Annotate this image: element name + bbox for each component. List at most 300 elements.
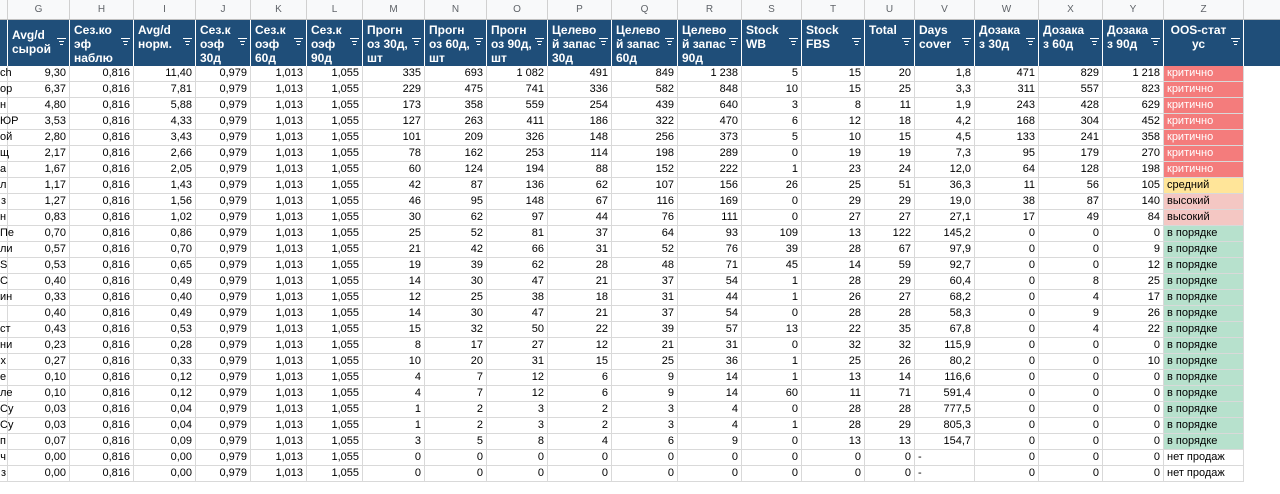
cell-k[interactable]: 1,013 <box>251 466 307 482</box>
cell-p[interactable]: 186 <box>548 114 612 130</box>
cell-x[interactable]: 128 <box>1039 162 1103 178</box>
cell-r[interactable]: 4 <box>678 402 742 418</box>
header-cell-t[interactable] <box>802 20 865 66</box>
cell-g[interactable]: 6,37 <box>8 82 70 98</box>
cell-y[interactable]: 0 <box>1103 418 1164 434</box>
cell-g[interactable]: 0,03 <box>8 418 70 434</box>
cell-u[interactable]: 29 <box>865 194 915 210</box>
cell-q[interactable]: 116 <box>612 194 678 210</box>
cell-g[interactable]: 2,17 <box>8 146 70 162</box>
cell-t[interactable]: 13 <box>802 370 865 386</box>
cell-x[interactable]: 0 <box>1039 226 1103 242</box>
cell-p[interactable]: 6 <box>548 386 612 402</box>
cell-l[interactable]: 1,055 <box>307 306 363 322</box>
cell-r[interactable]: 0 <box>678 450 742 466</box>
cell-j[interactable]: 0,979 <box>196 338 251 354</box>
cell-v[interactable]: 115,9 <box>915 338 975 354</box>
cell-g[interactable]: 1,17 <box>8 178 70 194</box>
header-cell-s[interactable] <box>742 20 802 66</box>
header-cell-x[interactable] <box>1039 20 1103 66</box>
cell-s[interactable]: 0 <box>742 466 802 482</box>
cell-m[interactable]: 25 <box>363 226 425 242</box>
cell-i[interactable]: 11,40 <box>134 66 196 82</box>
cell-j[interactable]: 0,979 <box>196 130 251 146</box>
row-stub-cell[interactable]: е <box>0 370 8 386</box>
cell-w[interactable]: 0 <box>975 258 1039 274</box>
cell-k[interactable]: 1,013 <box>251 66 307 82</box>
cell-r[interactable]: 31 <box>678 338 742 354</box>
cell-m[interactable]: 1 <box>363 418 425 434</box>
cell-v[interactable]: 19,0 <box>915 194 975 210</box>
cell-x[interactable]: 8 <box>1039 274 1103 290</box>
cell-g[interactable]: 0,03 <box>8 402 70 418</box>
cell-p[interactable]: 31 <box>548 242 612 258</box>
filter-icon[interactable] <box>350 38 359 46</box>
cell-w[interactable]: 38 <box>975 194 1039 210</box>
cell-u[interactable]: 27 <box>865 210 915 226</box>
cell-u[interactable]: 71 <box>865 386 915 402</box>
cell-g[interactable]: 2,80 <box>8 130 70 146</box>
cell-k[interactable]: 1,013 <box>251 370 307 386</box>
cell-o[interactable]: 559 <box>487 98 548 114</box>
row-stub-cell[interactable]: н <box>0 98 8 114</box>
cell-h[interactable]: 0,816 <box>70 466 134 482</box>
cell-h[interactable]: 0,816 <box>70 130 134 146</box>
cell-l[interactable]: 1,055 <box>307 210 363 226</box>
cell-k[interactable]: 1,013 <box>251 114 307 130</box>
filter-icon[interactable] <box>412 38 421 46</box>
cell-g[interactable]: 0,10 <box>8 370 70 386</box>
cell-j[interactable]: 0,979 <box>196 306 251 322</box>
cell-t[interactable]: 25 <box>802 178 865 194</box>
oos-status-cell[interactable]: критично <box>1164 98 1244 114</box>
header-cell-p[interactable] <box>548 20 612 66</box>
cell-p[interactable]: 21 <box>548 306 612 322</box>
cell-t[interactable]: 14 <box>802 258 865 274</box>
oos-status-cell[interactable]: критично <box>1164 130 1244 146</box>
row-stub-cell[interactable]: ни <box>0 338 8 354</box>
cell-s[interactable]: 0 <box>742 306 802 322</box>
cell-i[interactable]: 0,09 <box>134 434 196 450</box>
cell-v[interactable]: 1,9 <box>915 98 975 114</box>
cell-t[interactable]: 26 <box>802 290 865 306</box>
cell-j[interactable]: 0,979 <box>196 450 251 466</box>
cell-t[interactable]: 29 <box>802 194 865 210</box>
row-stub-cell[interactable]: н <box>0 210 8 226</box>
cell-s[interactable]: 39 <box>742 242 802 258</box>
cell-x[interactable]: 0 <box>1039 418 1103 434</box>
cell-g[interactable]: 1,27 <box>8 194 70 210</box>
cell-k[interactable]: 1,013 <box>251 210 307 226</box>
cell-g[interactable]: 9,30 <box>8 66 70 82</box>
cell-k[interactable]: 1,013 <box>251 178 307 194</box>
filter-icon[interactable] <box>1026 38 1035 46</box>
cell-h[interactable]: 0,816 <box>70 306 134 322</box>
cell-q[interactable]: 6 <box>612 434 678 450</box>
cell-v[interactable]: 60,4 <box>915 274 975 290</box>
cell-t[interactable]: 28 <box>802 402 865 418</box>
cell-o[interactable]: 62 <box>487 258 548 274</box>
column-letter-o[interactable]: O <box>487 0 548 19</box>
cell-q[interactable]: 3 <box>612 402 678 418</box>
cell-p[interactable]: 148 <box>548 130 612 146</box>
cell-u[interactable]: 25 <box>865 82 915 98</box>
cell-v[interactable]: 591,4 <box>915 386 975 402</box>
cell-n[interactable]: 42 <box>425 242 487 258</box>
cell-t[interactable]: 28 <box>802 306 865 322</box>
cell-v[interactable]: 80,2 <box>915 354 975 370</box>
filter-icon[interactable] <box>294 38 303 46</box>
cell-h[interactable]: 0,816 <box>70 274 134 290</box>
oos-status-cell[interactable]: в порядке <box>1164 290 1244 306</box>
cell-i[interactable]: 0,04 <box>134 402 196 418</box>
cell-j[interactable]: 0,979 <box>196 386 251 402</box>
cell-o[interactable]: 66 <box>487 242 548 258</box>
cell-m[interactable]: 78 <box>363 146 425 162</box>
cell-n[interactable]: 7 <box>425 386 487 402</box>
cell-h[interactable]: 0,816 <box>70 354 134 370</box>
cell-m[interactable]: 46 <box>363 194 425 210</box>
cell-t[interactable]: 11 <box>802 386 865 402</box>
cell-h[interactable]: 0,816 <box>70 66 134 82</box>
row-stub-cell[interactable]: ор <box>0 82 8 98</box>
cell-s[interactable]: 6 <box>742 114 802 130</box>
cell-w[interactable]: 0 <box>975 354 1039 370</box>
cell-m[interactable]: 60 <box>363 162 425 178</box>
oos-status-cell[interactable]: в порядке <box>1164 402 1244 418</box>
cell-r[interactable]: 76 <box>678 242 742 258</box>
cell-s[interactable]: 1 <box>742 370 802 386</box>
header-cell-k[interactable] <box>251 20 307 66</box>
cell-t[interactable]: 8 <box>802 98 865 114</box>
cell-q[interactable]: 107 <box>612 178 678 194</box>
cell-i[interactable]: 0,49 <box>134 306 196 322</box>
cell-q[interactable]: 25 <box>612 354 678 370</box>
oos-status-cell[interactable]: в порядке <box>1164 338 1244 354</box>
cell-k[interactable]: 1,013 <box>251 98 307 114</box>
cell-s[interactable]: 1 <box>742 274 802 290</box>
cell-x[interactable]: 0 <box>1039 466 1103 482</box>
cell-s[interactable]: 0 <box>742 434 802 450</box>
cell-n[interactable]: 87 <box>425 178 487 194</box>
cell-y[interactable]: 22 <box>1103 322 1164 338</box>
cell-y[interactable]: 140 <box>1103 194 1164 210</box>
cell-u[interactable]: 14 <box>865 370 915 386</box>
cell-j[interactable]: 0,979 <box>196 258 251 274</box>
header-cell-h[interactable] <box>70 20 134 66</box>
row-stub-cell[interactable]: ле <box>0 386 8 402</box>
cell-l[interactable]: 1,055 <box>307 418 363 434</box>
cell-g[interactable]: 3,53 <box>8 114 70 130</box>
oos-status-cell[interactable]: в порядке <box>1164 370 1244 386</box>
cell-g[interactable]: 0,07 <box>8 434 70 450</box>
cell-i[interactable]: 7,81 <box>134 82 196 98</box>
cell-v[interactable]: 116,6 <box>915 370 975 386</box>
cell-l[interactable]: 1,055 <box>307 274 363 290</box>
cell-t[interactable]: 27 <box>802 210 865 226</box>
cell-w[interactable]: 0 <box>975 274 1039 290</box>
cell-r[interactable]: 71 <box>678 258 742 274</box>
cell-p[interactable]: 4 <box>548 434 612 450</box>
oos-status-cell[interactable]: в порядке <box>1164 242 1244 258</box>
cell-p[interactable]: 114 <box>548 146 612 162</box>
oos-status-cell[interactable]: средний <box>1164 178 1244 194</box>
cell-u[interactable]: 51 <box>865 178 915 194</box>
cell-x[interactable]: 0 <box>1039 402 1103 418</box>
cell-h[interactable]: 0,816 <box>70 114 134 130</box>
cell-j[interactable]: 0,979 <box>196 322 251 338</box>
filter-icon[interactable] <box>535 38 544 46</box>
cell-i[interactable]: 0,40 <box>134 290 196 306</box>
row-stub-cell[interactable]: ЮР <box>0 114 8 130</box>
cell-y[interactable]: 105 <box>1103 178 1164 194</box>
cell-p[interactable]: 15 <box>548 354 612 370</box>
cell-v[interactable]: 92,7 <box>915 258 975 274</box>
cell-y[interactable]: 84 <box>1103 210 1164 226</box>
header-cell-j[interactable] <box>196 20 251 66</box>
header-cell-r[interactable] <box>678 20 742 66</box>
cell-m[interactable]: 173 <box>363 98 425 114</box>
column-letter-p[interactable]: P <box>548 0 612 19</box>
cell-o[interactable]: 0 <box>487 466 548 482</box>
cell-n[interactable]: 95 <box>425 194 487 210</box>
cell-s[interactable]: 13 <box>742 322 802 338</box>
cell-k[interactable]: 1,013 <box>251 226 307 242</box>
cell-s[interactable]: 26 <box>742 178 802 194</box>
cell-u[interactable]: 28 <box>865 402 915 418</box>
cell-l[interactable]: 1,055 <box>307 322 363 338</box>
cell-g[interactable]: 0,40 <box>8 274 70 290</box>
cell-s[interactable]: 45 <box>742 258 802 274</box>
filter-icon[interactable] <box>665 38 674 46</box>
cell-y[interactable]: 0 <box>1103 434 1164 450</box>
row-stub-cell[interactable]: ст <box>0 322 8 338</box>
row-stub-cell[interactable]: ин <box>0 290 8 306</box>
cell-k[interactable]: 1,013 <box>251 322 307 338</box>
cell-u[interactable]: 13 <box>865 434 915 450</box>
cell-i[interactable]: 1,56 <box>134 194 196 210</box>
cell-l[interactable]: 1,055 <box>307 338 363 354</box>
cell-s[interactable]: 3 <box>742 98 802 114</box>
cell-o[interactable]: 12 <box>487 370 548 386</box>
cell-q[interactable]: 9 <box>612 370 678 386</box>
cell-h[interactable]: 0,816 <box>70 386 134 402</box>
cell-h[interactable]: 0,816 <box>70 98 134 114</box>
cell-i[interactable]: 4,33 <box>134 114 196 130</box>
cell-y[interactable]: 0 <box>1103 402 1164 418</box>
cell-m[interactable]: 14 <box>363 274 425 290</box>
cell-x[interactable]: 0 <box>1039 338 1103 354</box>
cell-w[interactable]: 311 <box>975 82 1039 98</box>
cell-p[interactable]: 2 <box>548 402 612 418</box>
cell-o[interactable]: 741 <box>487 82 548 98</box>
cell-r[interactable]: 4 <box>678 418 742 434</box>
cell-j[interactable]: 0,979 <box>196 274 251 290</box>
cell-l[interactable]: 1,055 <box>307 226 363 242</box>
cell-s[interactable]: 0 <box>742 146 802 162</box>
cell-h[interactable]: 0,816 <box>70 450 134 466</box>
cell-g[interactable]: 0,00 <box>8 450 70 466</box>
cell-o[interactable]: 27 <box>487 338 548 354</box>
cell-k[interactable]: 1,013 <box>251 274 307 290</box>
cell-w[interactable]: 0 <box>975 402 1039 418</box>
cell-w[interactable]: 0 <box>975 226 1039 242</box>
cell-y[interactable]: 17 <box>1103 290 1164 306</box>
cell-l[interactable]: 1,055 <box>307 370 363 386</box>
cell-k[interactable]: 1,013 <box>251 82 307 98</box>
cell-y[interactable]: 0 <box>1103 338 1164 354</box>
cell-j[interactable]: 0,979 <box>196 114 251 130</box>
cell-j[interactable]: 0,979 <box>196 242 251 258</box>
cell-n[interactable]: 30 <box>425 274 487 290</box>
cell-q[interactable]: 256 <box>612 130 678 146</box>
cell-x[interactable]: 557 <box>1039 82 1103 98</box>
cell-m[interactable]: 19 <box>363 258 425 274</box>
cell-m[interactable]: 101 <box>363 130 425 146</box>
filter-icon[interactable] <box>599 38 608 46</box>
cell-m[interactable]: 4 <box>363 386 425 402</box>
column-letter-t[interactable]: T <box>802 0 865 19</box>
cell-h[interactable]: 0,816 <box>70 402 134 418</box>
cell-s[interactable]: 0 <box>742 338 802 354</box>
cell-n[interactable]: 17 <box>425 338 487 354</box>
cell-i[interactable]: 0,28 <box>134 338 196 354</box>
cell-m[interactable]: 8 <box>363 338 425 354</box>
cell-u[interactable]: 0 <box>865 450 915 466</box>
cell-v[interactable]: 12,0 <box>915 162 975 178</box>
cell-l[interactable]: 1,055 <box>307 434 363 450</box>
cell-o[interactable]: 1 082 <box>487 66 548 82</box>
header-cell-i[interactable] <box>134 20 196 66</box>
oos-status-cell[interactable]: в порядке <box>1164 386 1244 402</box>
row-stub-cell[interactable]: ой <box>0 130 8 146</box>
cell-r[interactable]: 9 <box>678 434 742 450</box>
cell-n[interactable]: 39 <box>425 258 487 274</box>
cell-r[interactable]: 44 <box>678 290 742 306</box>
cell-r[interactable]: 848 <box>678 82 742 98</box>
column-letter-y[interactable]: Y <box>1103 0 1164 19</box>
filter-icon[interactable] <box>183 38 192 46</box>
cell-w[interactable]: 11 <box>975 178 1039 194</box>
filter-icon[interactable] <box>121 38 130 46</box>
cell-p[interactable]: 12 <box>548 338 612 354</box>
filter-icon[interactable] <box>1090 38 1099 46</box>
oos-status-cell[interactable]: критично <box>1164 146 1244 162</box>
cell-y[interactable]: 12 <box>1103 258 1164 274</box>
cell-l[interactable]: 1,055 <box>307 354 363 370</box>
cell-q[interactable]: 48 <box>612 258 678 274</box>
cell-o[interactable]: 194 <box>487 162 548 178</box>
cell-l[interactable]: 1,055 <box>307 82 363 98</box>
cell-u[interactable]: 28 <box>865 306 915 322</box>
cell-y[interactable]: 0 <box>1103 450 1164 466</box>
cell-o[interactable]: 50 <box>487 322 548 338</box>
filter-icon[interactable] <box>789 38 798 46</box>
cell-m[interactable]: 12 <box>363 290 425 306</box>
cell-x[interactable]: 0 <box>1039 386 1103 402</box>
cell-l[interactable]: 1,055 <box>307 258 363 274</box>
cell-q[interactable]: 76 <box>612 210 678 226</box>
cell-g[interactable]: 0,43 <box>8 322 70 338</box>
cell-t[interactable]: 15 <box>802 82 865 98</box>
cell-s[interactable]: 1 <box>742 290 802 306</box>
cell-y[interactable]: 823 <box>1103 82 1164 98</box>
cell-q[interactable]: 849 <box>612 66 678 82</box>
cell-m[interactable]: 0 <box>363 450 425 466</box>
cell-p[interactable]: 21 <box>548 274 612 290</box>
cell-w[interactable]: 17 <box>975 210 1039 226</box>
cell-h[interactable]: 0,816 <box>70 162 134 178</box>
column-letter-w[interactable]: W <box>975 0 1039 19</box>
cell-o[interactable]: 253 <box>487 146 548 162</box>
cell-q[interactable]: 52 <box>612 242 678 258</box>
cell-g[interactable]: 0,10 <box>8 386 70 402</box>
column-letter-s[interactable]: S <box>742 0 802 19</box>
cell-u[interactable]: 20 <box>865 66 915 82</box>
cell-u[interactable]: 67 <box>865 242 915 258</box>
cell-u[interactable]: 24 <box>865 162 915 178</box>
cell-l[interactable]: 1,055 <box>307 66 363 82</box>
column-letter-v[interactable]: V <box>915 0 975 19</box>
cell-w[interactable]: 0 <box>975 450 1039 466</box>
cell-n[interactable]: 5 <box>425 434 487 450</box>
row-stub-cell[interactable]: л <box>0 178 8 194</box>
cell-i[interactable]: 1,02 <box>134 210 196 226</box>
cell-w[interactable]: 64 <box>975 162 1039 178</box>
cell-u[interactable]: 0 <box>865 466 915 482</box>
cell-s[interactable]: 1 <box>742 418 802 434</box>
cell-w[interactable]: 0 <box>975 290 1039 306</box>
cell-k[interactable]: 1,013 <box>251 434 307 450</box>
cell-k[interactable]: 1,013 <box>251 450 307 466</box>
cell-p[interactable]: 6 <box>548 370 612 386</box>
cell-n[interactable]: 0 <box>425 466 487 482</box>
cell-y[interactable]: 358 <box>1103 130 1164 146</box>
cell-v[interactable]: - <box>915 450 975 466</box>
cell-m[interactable]: 4 <box>363 370 425 386</box>
cell-w[interactable]: 168 <box>975 114 1039 130</box>
filter-icon[interactable] <box>902 38 911 46</box>
cell-r[interactable]: 57 <box>678 322 742 338</box>
cell-l[interactable]: 1,055 <box>307 178 363 194</box>
cell-n[interactable]: 0 <box>425 450 487 466</box>
cell-o[interactable]: 3 <box>487 402 548 418</box>
cell-h[interactable]: 0,816 <box>70 258 134 274</box>
cell-u[interactable]: 11 <box>865 98 915 114</box>
cell-h[interactable]: 0,816 <box>70 226 134 242</box>
cell-l[interactable]: 1,055 <box>307 162 363 178</box>
cell-j[interactable]: 0,979 <box>196 226 251 242</box>
cell-l[interactable]: 1,055 <box>307 450 363 466</box>
cell-o[interactable]: 97 <box>487 210 548 226</box>
cell-x[interactable]: 179 <box>1039 146 1103 162</box>
oos-status-cell[interactable]: в порядке <box>1164 434 1244 450</box>
cell-w[interactable]: 0 <box>975 370 1039 386</box>
cell-x[interactable]: 0 <box>1039 450 1103 466</box>
cell-s[interactable]: 10 <box>742 82 802 98</box>
oos-status-cell[interactable]: в порядке <box>1164 226 1244 242</box>
header-cell-o[interactable] <box>487 20 548 66</box>
row-stub-cell[interactable]: з <box>0 466 8 482</box>
cell-n[interactable]: 30 <box>425 306 487 322</box>
oos-status-cell[interactable]: в порядке <box>1164 418 1244 434</box>
cell-k[interactable]: 1,013 <box>251 386 307 402</box>
cell-o[interactable]: 411 <box>487 114 548 130</box>
cell-j[interactable]: 0,979 <box>196 162 251 178</box>
cell-s[interactable]: 1 <box>742 354 802 370</box>
cell-j[interactable]: 0,979 <box>196 146 251 162</box>
cell-t[interactable]: 28 <box>802 274 865 290</box>
